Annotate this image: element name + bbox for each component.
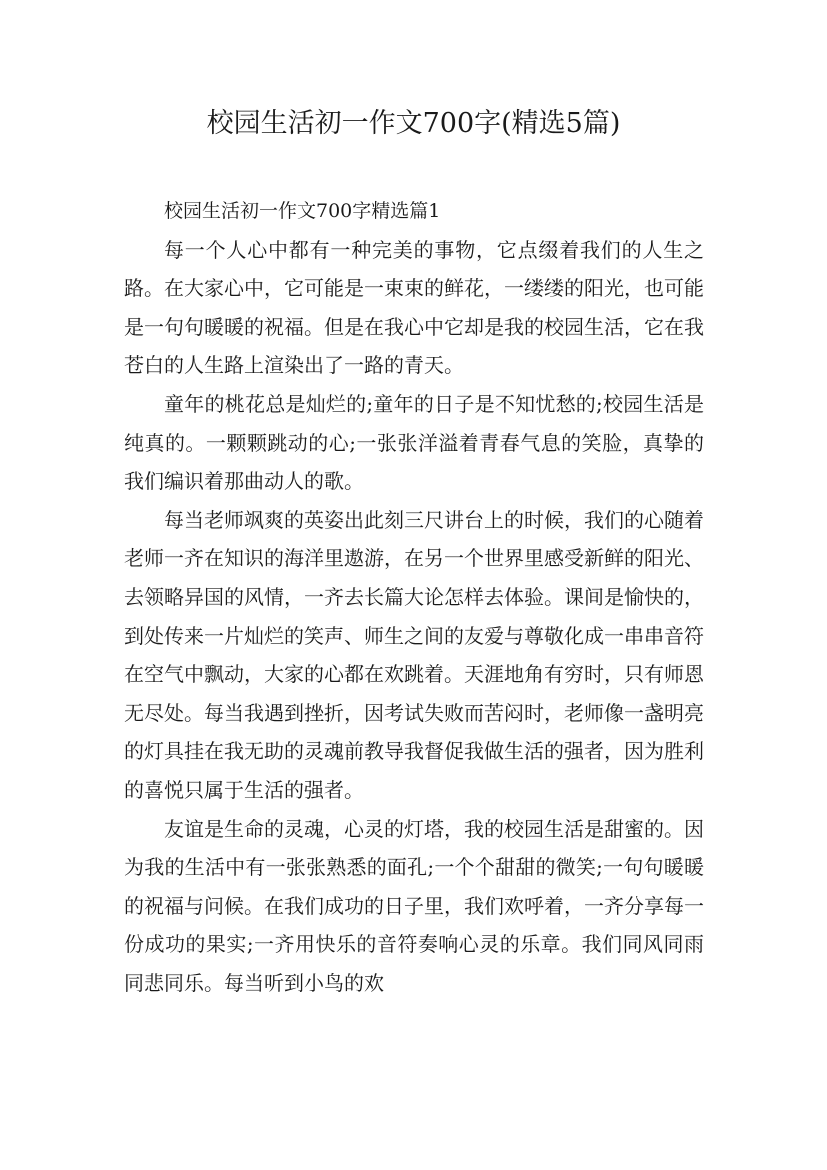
section-title: 校园生活初一作文700字精选篇1 [164, 200, 441, 222]
paragraph-1: 每一个人心中都有一种完美的事物，它点缀着我们的人生之路。在大家心中，它可能是一束束的鲜花，一缕缕的阳光，也可能是一句句暖暖的祝福。但是在我心中它却是我的校园生活，它在我苍白的人生路上渲染出了一路的青天。 [124, 237, 704, 378]
paragraph-4: 友谊是生命的灵魂，心灵的灯塔，我的校园生活是甜蜜的。因为我的生活中有一张张熟悉的面孔;一个个甜甜的微笑;一句句暖暖的祝福与问候。在我们成功的日子里，我们欢呼着，一齐分享每一份成功的果实;一齐用快乐的音符奏响心灵的乐章。我们同风同雨同悲同乐。每当听到小鸟的欢 [124, 816, 704, 995]
paragraph-2: 童年的桃花总是灿烂的;童年的日子是不知忧愁的;校园生活是纯真的。一颗颗跳动的心;一张张洋溢着青春气息的笑脸，真挚的我们编识着那曲动人的歌。 [124, 391, 704, 494]
document-body [124, 192, 704, 1002]
paragraph-3: 每当老师飒爽的英姿出此刻三尺讲台上的时候，我们的心随着老师一齐在知识的海洋里遨游，在另一个世界里感受新鲜的阳光、去领略异国的风情，一齐去长篇大论怎样去体验。课间是愉快的，到处传来一片灿烂的笑声、师生之间的友爱与尊敬化成一串串音符在空气中飘动，大家的心都在欢跳着。天涯地角有穷时，只有师恩无尽处。每当我遇到挫折，因考试失败而苦闷时，老师像一盏明亮的灯具挂在我无助的灵魂前教导我督促我做生活的强者，因为胜利的喜悦只属于生活的强者。 [124, 507, 704, 802]
document-title: 校园生活初一作文700字(精选5篇) [206, 108, 621, 139]
